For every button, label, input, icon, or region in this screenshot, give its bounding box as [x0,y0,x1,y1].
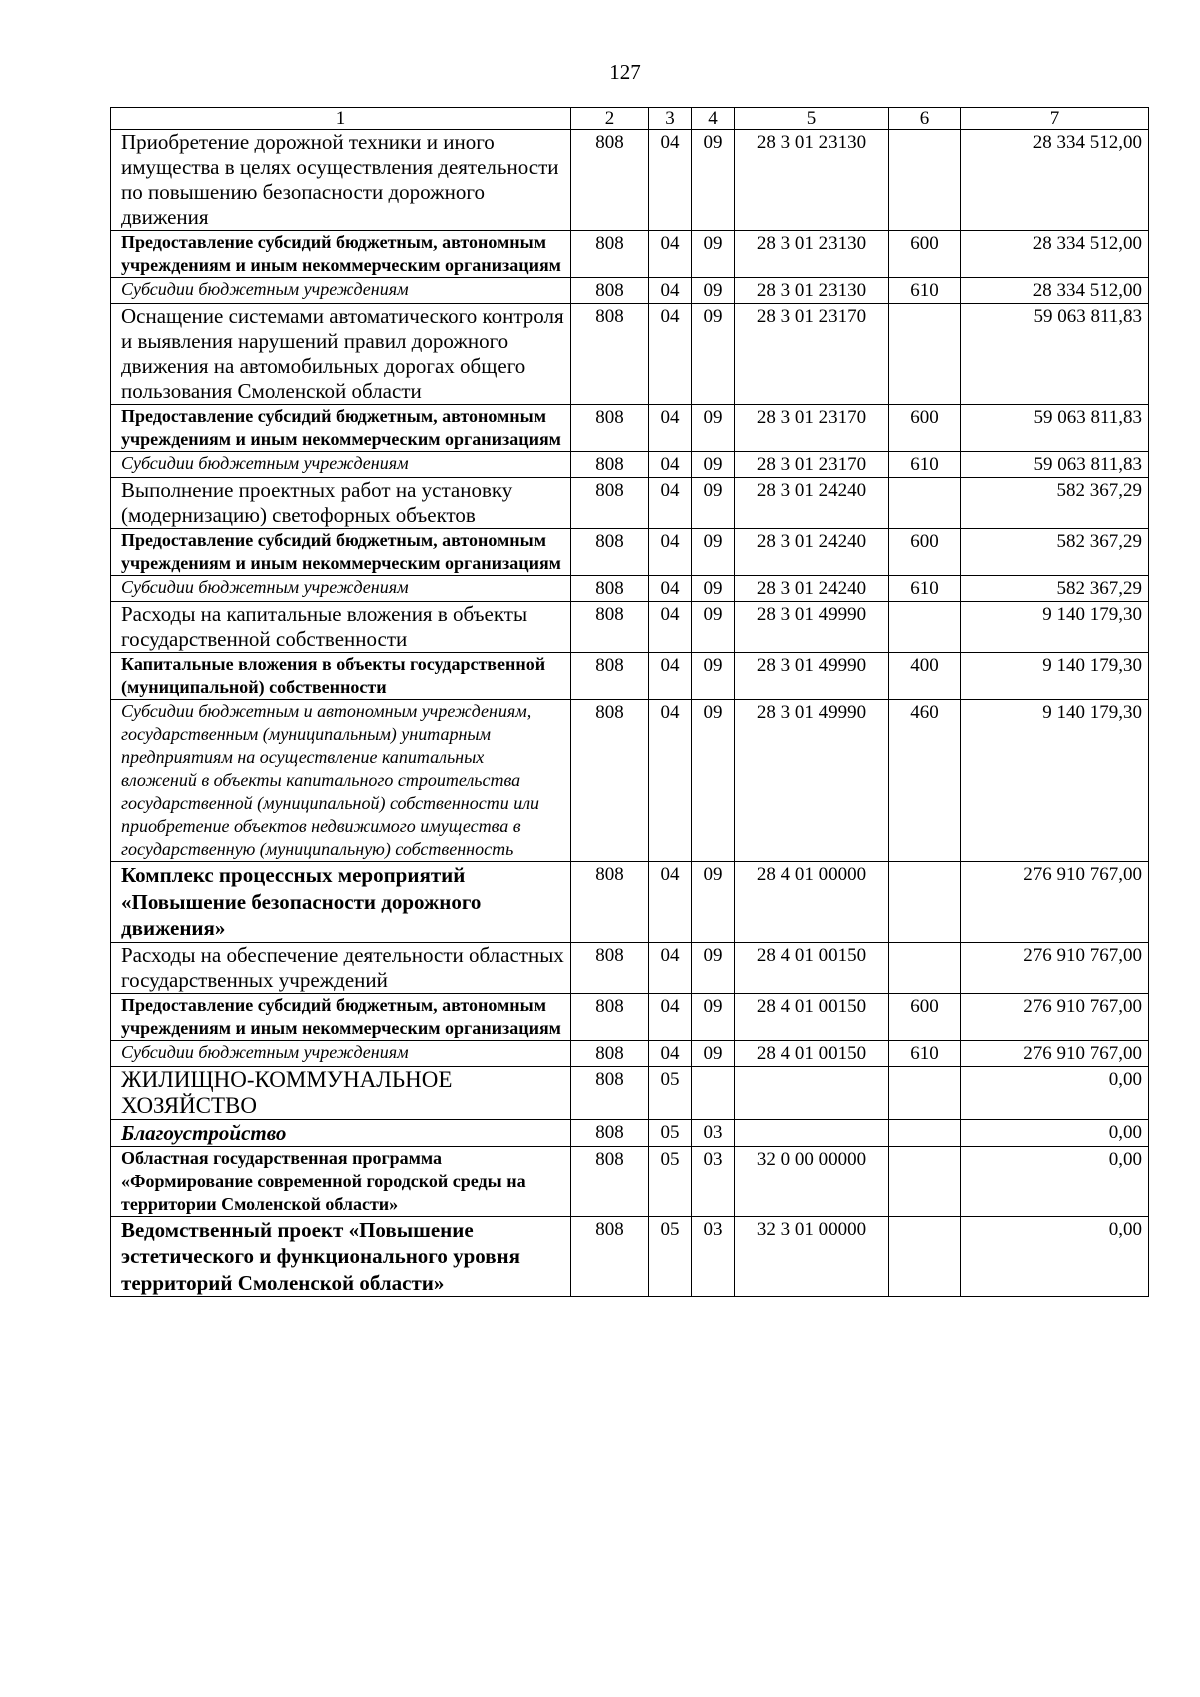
amount: 0,00 [961,1066,1149,1119]
amount: 276 910 767,00 [961,942,1149,993]
table-row [111,405,1149,452]
expense-type-code: 610 [889,576,961,602]
row-name: ЖИЛИЩНО-КОММУНАЛЬНОЕ ХОЗЯЙСТВО [111,1066,571,1119]
header-cell-7: 7 [961,108,1149,130]
header-row [111,108,1149,130]
target-article-code: 28 3 01 24240 [735,529,889,576]
subsection-code: 09 [692,452,735,478]
ministry-code: 808 [571,1119,649,1146]
ministry-code: 808 [571,653,649,700]
row-name: Субсидии бюджетным и автономным учреждениям, государственным (муниципальным) унитарным предприятиям на осуществление капитальных вложений в объекты капитального строительства государственной (муниципальной) собственности или приобретение объектов недвижимого имущества в государственную (муниципальную) собственность [111,700,571,862]
header-cell-1: 1 [111,108,571,130]
section-code: 04 [649,993,692,1040]
subsection-code: 09 [692,278,735,304]
ministry-code: 808 [571,602,649,653]
row-name: Капитальные вложения в объекты государственной (муниципальной) собственности [111,653,571,700]
amount: 582 367,29 [961,478,1149,529]
table-row [111,130,1149,231]
ministry-code: 808 [571,942,649,993]
subsection-code: 09 [692,576,735,602]
expense-type-code: 600 [889,231,961,278]
subsection-code [692,1066,735,1119]
section-code: 05 [649,1119,692,1146]
header-cell-3: 3 [649,108,692,130]
subsection-code: 09 [692,653,735,700]
target-article-code: 28 4 01 00150 [735,1040,889,1066]
section-code: 04 [649,130,692,231]
section-code: 05 [649,1146,692,1216]
table-row [111,993,1149,1040]
expense-type-code [889,1146,961,1216]
subsection-code: 09 [692,304,735,405]
header-cell-5: 5 [735,108,889,130]
subsection-code: 03 [692,1146,735,1216]
target-article-code [735,1066,889,1119]
target-article-code: 32 3 01 00000 [735,1216,889,1297]
table-row [111,278,1149,304]
target-article-code: 28 3 01 23130 [735,231,889,278]
budget-table [110,107,1149,1297]
section-code: 04 [649,602,692,653]
amount: 59 063 811,83 [961,304,1149,405]
expense-type-code: 600 [889,405,961,452]
target-article-code: 28 3 01 23170 [735,452,889,478]
expense-type-code: 460 [889,700,961,862]
amount: 28 334 512,00 [961,130,1149,231]
section-code: 04 [649,529,692,576]
amount: 0,00 [961,1216,1149,1297]
ministry-code: 808 [571,405,649,452]
row-name: Субсидии бюджетным учреждениям [111,278,571,304]
amount: 276 910 767,00 [961,1040,1149,1066]
subsection-code: 09 [692,478,735,529]
table-row [111,602,1149,653]
table-row [111,653,1149,700]
subsection-code: 09 [692,942,735,993]
page-number: 127 [609,60,641,84]
amount: 59 063 811,83 [961,452,1149,478]
table-body [111,108,1149,1297]
table-row [111,1040,1149,1066]
ministry-code: 808 [571,700,649,862]
row-name: Субсидии бюджетным учреждениям [111,576,571,602]
table-row [111,700,1149,862]
target-article-code: 28 3 01 49990 [735,700,889,862]
amount: 28 334 512,00 [961,278,1149,304]
section-code: 04 [649,1040,692,1066]
expense-type-code [889,304,961,405]
ministry-code: 808 [571,478,649,529]
table-row [111,1066,1149,1119]
subsection-code: 09 [692,529,735,576]
subsection-code: 09 [692,231,735,278]
target-article-code: 28 3 01 23170 [735,405,889,452]
target-article-code: 28 3 01 49990 [735,653,889,700]
subsection-code: 09 [692,862,735,943]
expense-type-code: 400 [889,653,961,700]
table-row [111,862,1149,943]
ministry-code: 808 [571,304,649,405]
expense-type-code [889,478,961,529]
subsection-code: 09 [692,130,735,231]
section-code: 04 [649,452,692,478]
section-code: 04 [649,653,692,700]
section-code: 05 [649,1216,692,1297]
header-cell-6: 6 [889,108,961,130]
section-code: 04 [649,862,692,943]
row-name: Субсидии бюджетным учреждениям [111,1040,571,1066]
row-name: Благоустройство [111,1119,571,1146]
target-article-code: 32 0 00 00000 [735,1146,889,1216]
target-article-code: 28 4 01 00150 [735,993,889,1040]
amount: 9 140 179,30 [961,602,1149,653]
ministry-code: 808 [571,130,649,231]
ministry-code: 808 [571,1066,649,1119]
ministry-code: 808 [571,231,649,278]
row-name: Комплекс процессных мероприятий «Повышение безопасности дорожного движения» [111,862,571,943]
amount: 28 334 512,00 [961,231,1149,278]
ministry-code: 808 [571,862,649,943]
table-row [111,231,1149,278]
expense-type-code: 600 [889,529,961,576]
subsection-code: 09 [692,993,735,1040]
target-article-code: 28 4 01 00150 [735,942,889,993]
table-row [111,304,1149,405]
amount: 0,00 [961,1119,1149,1146]
header-cell-2: 2 [571,108,649,130]
target-article-code: 28 4 01 00000 [735,862,889,943]
amount: 9 140 179,30 [961,700,1149,862]
amount: 582 367,29 [961,576,1149,602]
ministry-code: 808 [571,576,649,602]
row-name: Расходы на капитальные вложения в объекты государственной собственности [111,602,571,653]
row-name: Расходы на обеспечение деятельности областных государственных учреждений [111,942,571,993]
table-row [111,1216,1149,1297]
ministry-code: 808 [571,1146,649,1216]
target-article-code: 28 3 01 24240 [735,478,889,529]
expense-type-code [889,1119,961,1146]
expense-type-code: 610 [889,1040,961,1066]
target-article-code: 28 3 01 23130 [735,278,889,304]
expense-type-code: 610 [889,278,961,304]
expense-type-code: 610 [889,452,961,478]
amount: 59 063 811,83 [961,405,1149,452]
target-article-code: 28 3 01 24240 [735,576,889,602]
row-name: Ведомственный проект «Повышение эстетического и функционального уровня территорий Смоленской области» [111,1216,571,1297]
row-name: Выполнение проектных работ на установку (модернизацию) светофорных объектов [111,478,571,529]
ministry-code: 808 [571,529,649,576]
ministry-code: 808 [571,278,649,304]
expense-type-code: 600 [889,993,961,1040]
section-code: 04 [649,576,692,602]
section-code: 04 [649,304,692,405]
subsection-code: 03 [692,1119,735,1146]
subsection-code: 09 [692,405,735,452]
table-row [111,529,1149,576]
section-code: 04 [649,405,692,452]
table-row [111,1146,1149,1216]
expense-type-code [889,942,961,993]
section-code: 04 [649,942,692,993]
target-article-code [735,1119,889,1146]
row-name: Предоставление субсидий бюджетным, автономным учреждениям и иным некоммерческим организациям [111,405,571,452]
ministry-code: 808 [571,1040,649,1066]
expense-type-code [889,130,961,231]
ministry-code: 808 [571,452,649,478]
row-name: Оснащение системами автоматического контроля и выявления нарушений правил дорожного движения на автомобильных дорогах общего пользования Смоленской области [111,304,571,405]
header-cell-4: 4 [692,108,735,130]
subsection-code: 09 [692,700,735,862]
subsection-code: 09 [692,602,735,653]
expense-type-code [889,602,961,653]
section-code: 04 [649,700,692,862]
ministry-code: 808 [571,1216,649,1297]
expense-type-code [889,1066,961,1119]
section-code: 04 [649,278,692,304]
ministry-code: 808 [571,993,649,1040]
amount: 276 910 767,00 [961,862,1149,943]
section-code: 05 [649,1066,692,1119]
row-name: Предоставление субсидий бюджетным, автономным учреждениям и иным некоммерческим организациям [111,529,571,576]
row-name: Приобретение дорожной техники и иного имущества в целях осуществления деятельности по повышению безопасности дорожного движения [111,130,571,231]
row-name: Субсидии бюджетным учреждениям [111,452,571,478]
table-row [111,576,1149,602]
row-name: Предоставление субсидий бюджетным, автономным учреждениям и иным некоммерческим организациям [111,993,571,1040]
section-code: 04 [649,231,692,278]
table-row [111,942,1149,993]
section-code: 04 [649,478,692,529]
amount: 276 910 767,00 [961,993,1149,1040]
target-article-code: 28 3 01 49990 [735,602,889,653]
expense-type-code [889,1216,961,1297]
row-name: Предоставление субсидий бюджетным, автономным учреждениям и иным некоммерческим организациям [111,231,571,278]
subsection-code: 03 [692,1216,735,1297]
table-row [111,452,1149,478]
table-row [111,1119,1149,1146]
row-name: Областная государственная программа «Формирование современной городской среды на территории Смоленской области» [111,1146,571,1216]
expense-type-code [889,862,961,943]
amount: 9 140 179,30 [961,653,1149,700]
amount: 582 367,29 [961,529,1149,576]
subsection-code: 09 [692,1040,735,1066]
table-row [111,478,1149,529]
target-article-code: 28 3 01 23130 [735,130,889,231]
amount: 0,00 [961,1146,1149,1216]
target-article-code: 28 3 01 23170 [735,304,889,405]
